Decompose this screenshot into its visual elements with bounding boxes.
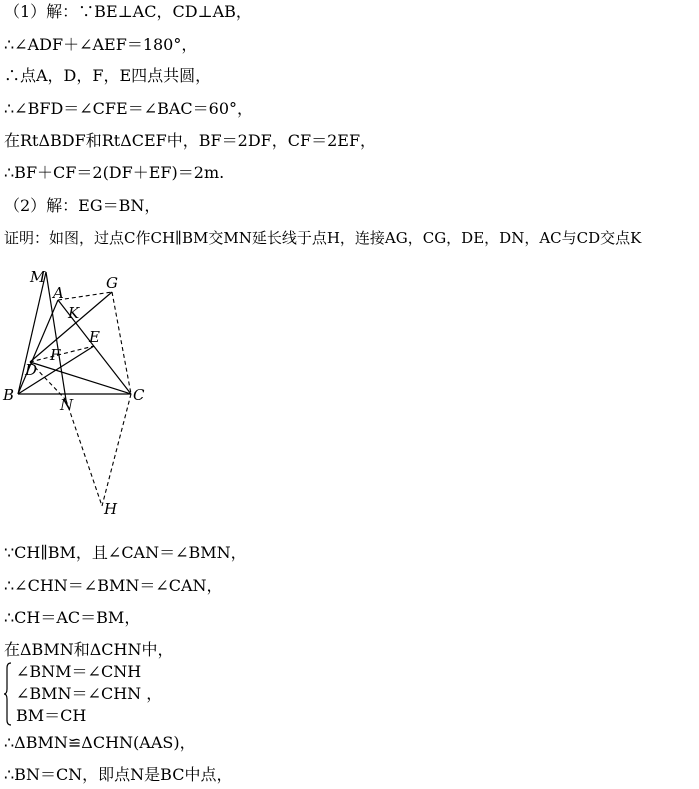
proof-line-1: ∵CH∥BM，且∠CAN＝∠BMN， [4, 543, 247, 562]
proof-line-6: ∴BN＝CN，即点N是BC中点， [4, 765, 233, 784]
left-brace-icon [4, 662, 12, 726]
label-F: F [50, 346, 61, 364]
label-A: A [53, 284, 64, 302]
part1-line-3: ∴点A，D，F，E四点共圆， [4, 66, 212, 85]
part1-line-5: 在RtΔBDF和RtΔCEF中，BF＝2DF，CF＝2EF， [4, 131, 377, 150]
part2-line-1: （2）解：EG＝BN， [4, 196, 161, 215]
proof-line-2: ∴∠CHN＝∠BMN＝∠CAN， [4, 576, 223, 595]
part1-line-1: （1）解：∵BE⊥AC，CD⊥AB， [4, 2, 252, 21]
dashed-NH [66, 400, 102, 506]
label-N: N [60, 396, 74, 414]
label-B: B [3, 386, 15, 404]
dashed-CH [102, 394, 131, 506]
label-K: K [68, 304, 80, 322]
condition-1: ∠BNM＝∠CNH [16, 662, 142, 681]
part1-line-2: ∴∠ADF＋∠AEF＝180°， [4, 35, 198, 54]
condition-3: BM＝CH [16, 706, 87, 725]
label-C: C [133, 386, 145, 404]
label-D: D [25, 361, 38, 379]
label-E: E [89, 328, 100, 346]
dashed-GC [112, 292, 131, 394]
label-H: H [104, 500, 118, 518]
part1-line-4: ∴∠BFD＝∠CFE＝∠BAC＝60°， [4, 99, 254, 118]
part1-line-6: ∴BF＋CF＝2(DF＋EF)＝2m. [4, 163, 225, 182]
part2-line-2: 证明：如图，过点C作CH∥BM交MN延长线于点H，连接AG，CG，DE，DN，AC与CD交点K [4, 229, 642, 247]
proof-line-4: 在ΔBMN和ΔCHN中， [4, 640, 174, 659]
label-M: M [30, 268, 46, 286]
proof-line-3: ∴CH＝AC＝BM， [4, 608, 141, 627]
geometry-figure [0, 262, 160, 522]
congruence-conditions [4, 662, 304, 728]
proof-line-5: ∴ΔBMN≌ΔCHN(AAS)， [4, 733, 196, 752]
condition-2: ∠BMN＝∠CHN ， [16, 684, 163, 703]
label-G: G [106, 274, 118, 292]
